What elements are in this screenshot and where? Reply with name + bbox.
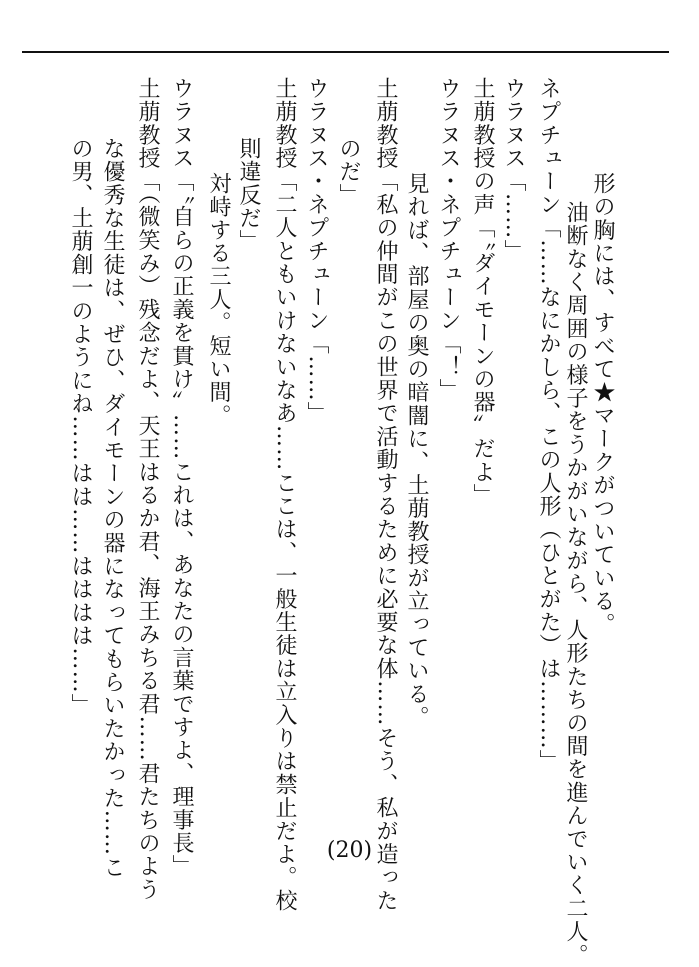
text-column-1: 形の胸には、すべて★マークがついている。 (590, 172, 615, 636)
text-column-9: のだ」 (336, 137, 361, 207)
text-column-11: 土萠教授「二人ともいけないなあ……ここは、一般生徒は立入りは禁止だよ。校 (272, 77, 297, 913)
text-column-7: 見れば、部屋の奥の暗闇に、土萠教授が立っている。 (404, 172, 429, 729)
text-column-8: 土萠教授「私の仲間がこの世界で活動するために必要な体……そう、私が造った (373, 77, 398, 913)
text-column-15: 土萠教授「（微笑み）残念だよ、天王はるか君、海王みちる君……君たちのよう (135, 77, 160, 902)
text-column-14: ウラヌス「〝自らの正義を貫け〟……これは、あなたの言葉ですよ、理事長」 (169, 77, 194, 878)
text-column-12: 則違反だ」 (236, 137, 261, 253)
text-column-17: の男、土萠創一のようにね……はは……はははは……」 (68, 137, 93, 717)
page-number: (20) (326, 838, 373, 863)
text-column-16: な優秀な生徒は、ぜひ、ダイモーンの器になってもらいたかった……こ (100, 137, 125, 880)
text-column-13: 対峙する三人。短い間。 (206, 172, 231, 428)
text-column-10: ウラヌス・ネプチューン「……」 (304, 77, 329, 425)
text-column-6: ウラヌス・ネプチューン「！」 (436, 77, 461, 402)
text-column-5: 土萠教授の声「〝ダイモーンの器〟だよ」 (470, 77, 495, 507)
text-column-3: ネプチューン「……なにかしら、この人形（ひとがた）は………」 (536, 77, 561, 773)
text-column-4: ウラヌス「……」 (501, 77, 526, 263)
text-column-2: 油断なく周囲の様子をうかがいながら、人形たちの間を進んでいく二人。 (563, 201, 588, 967)
header-rule (22, 51, 669, 53)
